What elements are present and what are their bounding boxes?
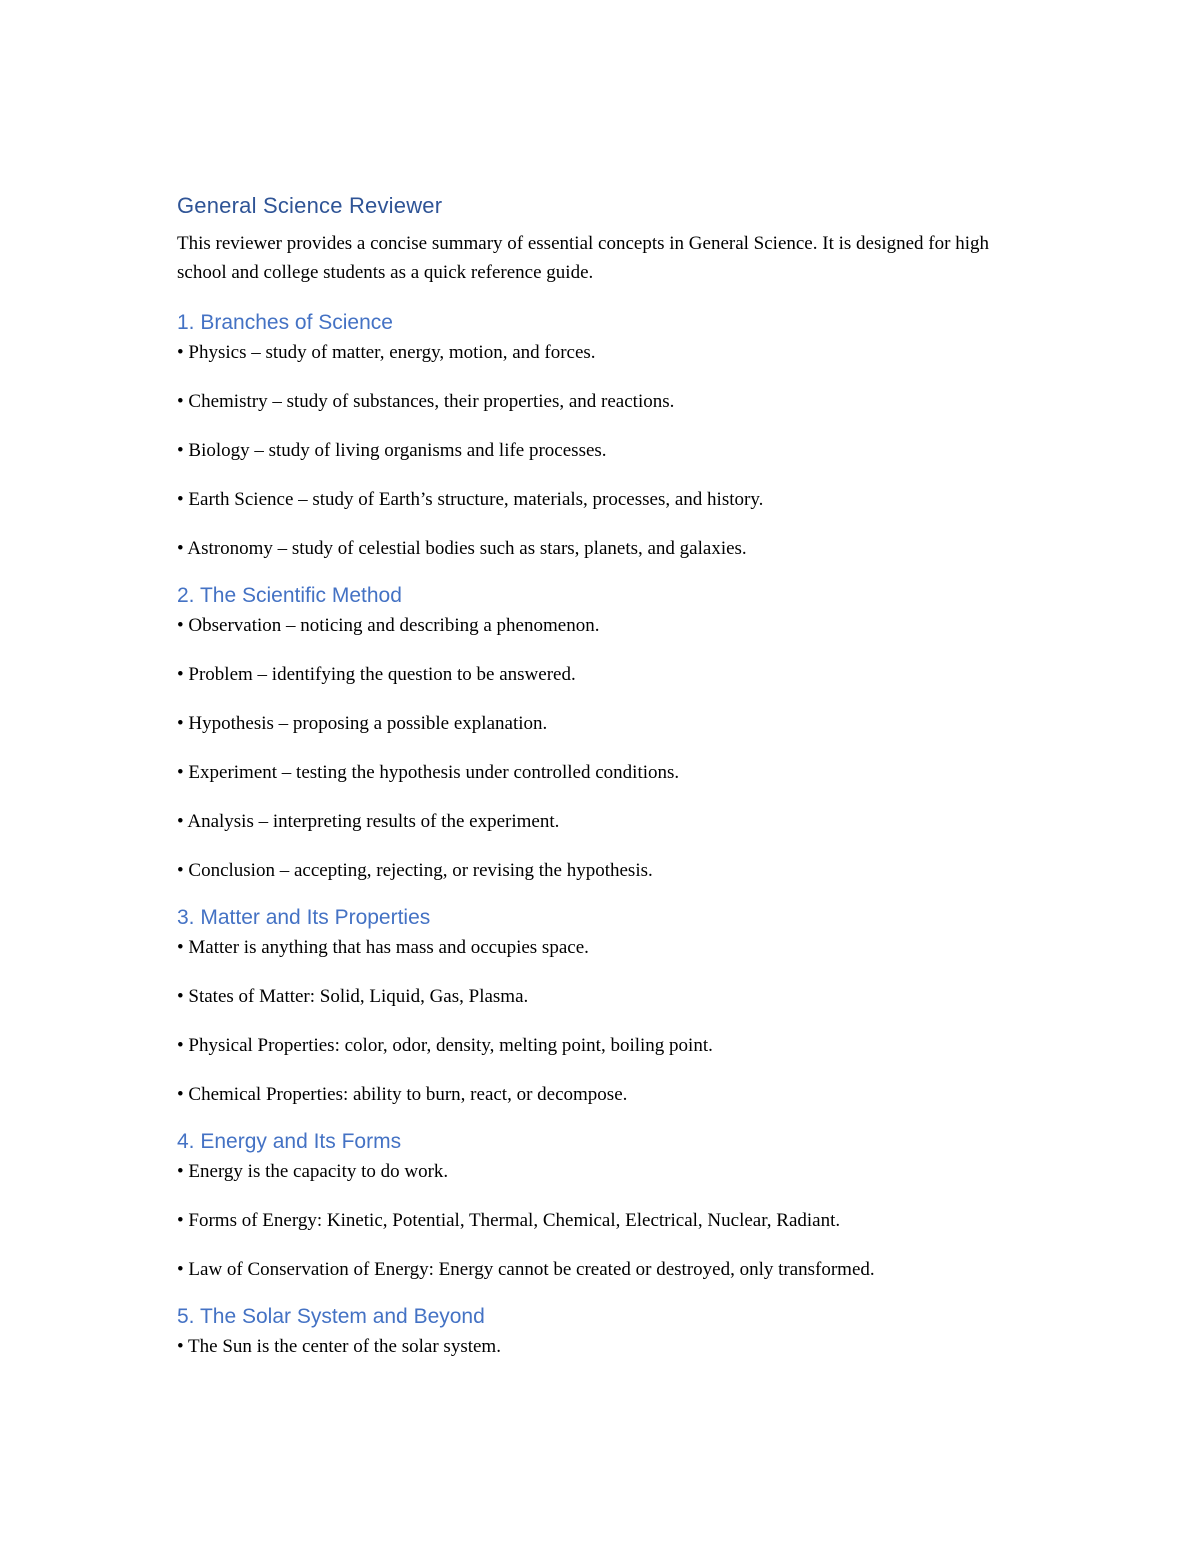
list-item: • Astronomy – study of celestial bodies such as stars, planets, and galaxies.: [177, 538, 747, 559]
section-heading-scientific-method: 2. The Scientific Method: [177, 584, 402, 607]
section-heading-solar-system: 5. The Solar System and Beyond: [177, 1305, 485, 1328]
section-heading-branches: 1. Branches of Science: [177, 311, 393, 334]
intro-paragraph: This reviewer provides a concise summary of essential concepts in General Science. It is designed for high school and college students as a quick reference guide.: [177, 233, 989, 283]
section-heading-matter: 3. Matter and Its Properties: [177, 906, 431, 929]
list-item: • Law of Conservation of Energy: Energy cannot be created or destroyed, only transformed.: [177, 1259, 875, 1280]
list-item: • The Sun is the center of the solar system.: [177, 1336, 501, 1357]
document-page: [177, 187, 1037, 1359]
matter-list: [177, 935, 1037, 1107]
branches-list: [177, 340, 1037, 561]
list-item: • Chemistry – study of substances, their properties, and reactions.: [177, 391, 675, 412]
energy-list: [177, 1159, 1037, 1282]
list-item: • Energy is the capacity to do work.: [177, 1161, 449, 1182]
list-item: • Chemical Properties: ability to burn, react, or decompose.: [177, 1084, 628, 1105]
section-heading-energy: 4. Energy and Its Forms: [177, 1130, 402, 1153]
scientific-method-list: [177, 613, 1037, 883]
list-item: • Experiment – testing the hypothesis under controlled conditions.: [177, 762, 680, 783]
list-item: • Biology – study of living organisms and life processes.: [177, 440, 607, 461]
list-item: • Analysis – interpreting results of the experiment.: [177, 811, 560, 832]
list-item: • Matter is anything that has mass and occupies space.: [177, 937, 589, 958]
document-title: General Science Reviewer: [177, 193, 443, 218]
list-item: • Forms of Energy: Kinetic, Potential, Thermal, Chemical, Electrical, Nuclear, Radiant.: [177, 1210, 841, 1231]
solar-system-list: [177, 1334, 1037, 1359]
list-item: • Hypothesis – proposing a possible explanation.: [177, 713, 548, 734]
list-item: • Physics – study of matter, energy, motion, and forces.: [177, 342, 596, 363]
list-item: • States of Matter: Solid, Liquid, Gas, Plasma.: [177, 986, 529, 1007]
list-item: • Earth Science – study of Earth’s structure, materials, processes, and history.: [177, 489, 764, 510]
list-item: • Problem – identifying the question to be answered.: [177, 664, 576, 685]
list-item: • Physical Properties: color, odor, density, melting point, boiling point.: [177, 1035, 713, 1056]
list-item: • Observation – noticing and describing a phenomenon.: [177, 615, 600, 636]
list-item: • Conclusion – accepting, rejecting, or revising the hypothesis.: [177, 860, 653, 881]
